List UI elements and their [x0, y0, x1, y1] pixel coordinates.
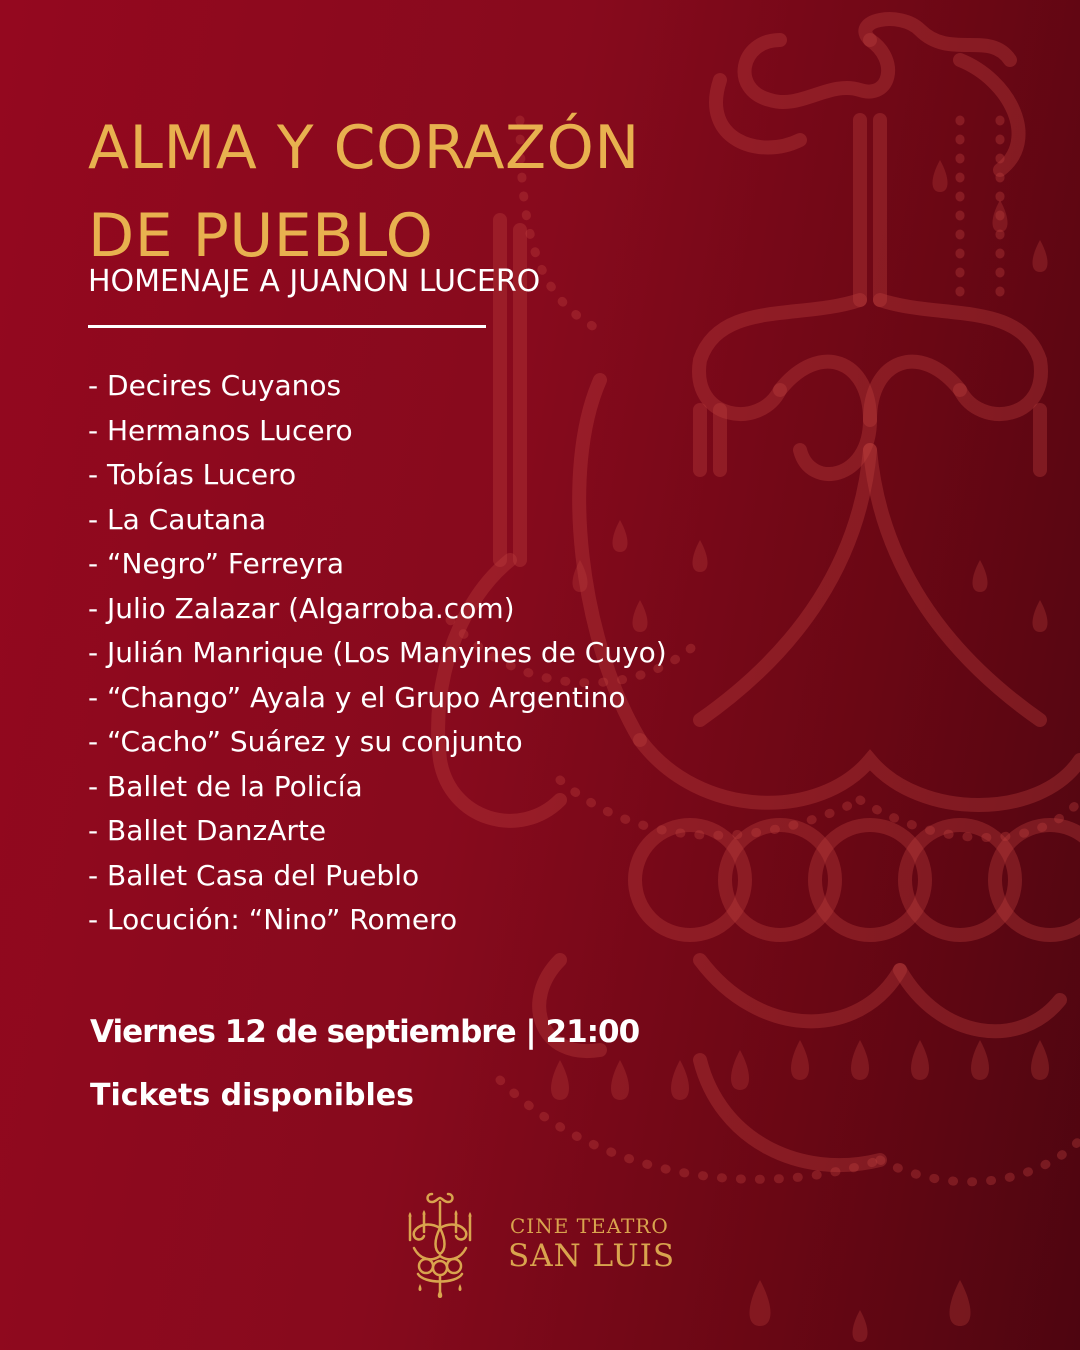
lineup-item: - “Chango” Ayala y el Grupo Argentino	[88, 680, 626, 714]
lineup-item: - Locución: “Nino” Romero	[88, 903, 458, 936]
lineup-item: - Julio Zalazar (Algarroba.com)	[88, 591, 515, 625]
tickets-available-text: Tickets disponibles	[90, 1078, 414, 1113]
lineup-item: - Hermanos Lucero	[88, 413, 353, 447]
venue-logo	[400, 1188, 690, 1298]
lineup-item: - Ballet Casa del Pueblo	[88, 858, 420, 892]
lineup-item: - Decires Cuyanos	[88, 369, 342, 402]
event-title-line1: ALMA Y CORAZÓN	[88, 113, 640, 183]
chandelier-icon	[400, 1188, 480, 1298]
event-title	[88, 104, 640, 280]
event-subtitle: HOMENAJE A JUANON LUCERO	[88, 264, 541, 299]
lineup-item: - Ballet DanzArte	[88, 814, 327, 847]
lineup-item: - “Negro” Ferreyra	[88, 547, 345, 580]
lineup-item: - Ballet de la Policía	[88, 769, 363, 803]
venue-name-line2: SAN LUIS	[508, 1238, 676, 1274]
lineup-item: - Tobías Lucero	[88, 458, 297, 491]
lineup-item: - La Cautana	[88, 502, 267, 536]
event-title-line2: DE PUEBLO	[88, 201, 434, 271]
lineup-item: - “Cacho” Suárez y su conjunto	[88, 725, 523, 758]
lineup-list	[88, 364, 667, 943]
lineup-item: - Julián Manrique (Los Manyines de Cuyo)	[88, 636, 667, 669]
event-date-time: Viernes 12 de septiembre | 21:00	[90, 1014, 640, 1050]
venue-name-line1: CINE TEATRO	[510, 1214, 669, 1238]
title-divider	[88, 325, 486, 328]
